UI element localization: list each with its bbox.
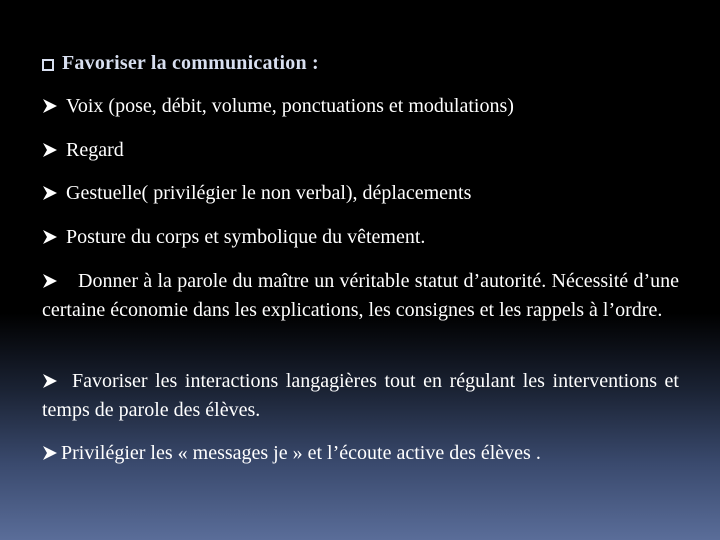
arrow-bullet-icon: [42, 439, 60, 468]
slide-title-text: Favoriser la communication :: [62, 52, 319, 74]
arrow-bullet-icon: [42, 367, 60, 396]
list-item: [42, 223, 679, 252]
arrow-bullet-icon: [42, 92, 60, 121]
slide-title: [42, 52, 319, 75]
arrow-bullet-icon: [42, 267, 60, 296]
arrow-bullet-icon: [42, 179, 60, 208]
square-bullet-icon: [42, 59, 54, 71]
list-item-text: Gestuelle( privilégier le non verbal), déplacements: [66, 182, 472, 204]
arrow-bullet-icon: [42, 223, 60, 252]
arrow-bullet-icon: [42, 136, 60, 165]
list-item: [42, 267, 679, 325]
list-item-text: Voix (pose, débit, volume, ponctuations et modulations): [66, 95, 514, 117]
list-item: [42, 92, 679, 121]
list-item: [42, 439, 679, 468]
list-item-text: Regard: [66, 139, 124, 161]
list-item: [42, 136, 679, 165]
list-item-text: Privilégier les « messages je » et l’écoute active des élèves .: [61, 442, 541, 464]
list-item-text: Favoriser les interactions langagières tout en régulant les interventions et temps de parole des élèves.: [42, 370, 679, 421]
list-item: [42, 367, 679, 425]
list-item-text: Donner à la parole du maître un véritable statut d’autorité. Nécessité d’une certaine économie dans les explications, les consignes et les rappels à l’ordre.: [42, 270, 679, 321]
list-item: [42, 179, 679, 208]
list-item-text: Posture du corps et symbolique du vêtement.: [66, 226, 426, 248]
